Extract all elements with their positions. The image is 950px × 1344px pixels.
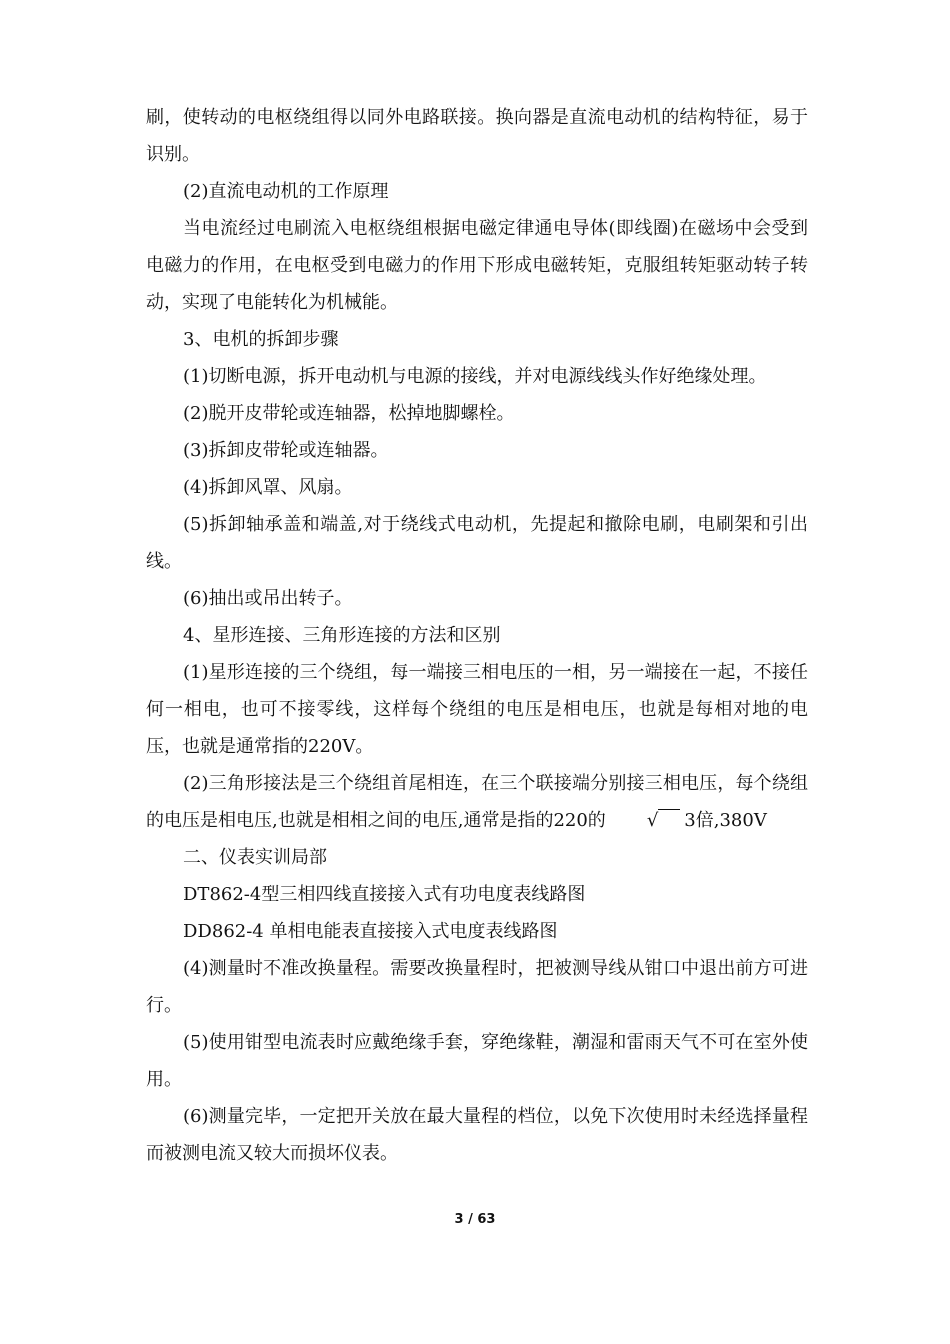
paragraph: 二、仪表实训局部	[183, 847, 327, 868]
sqrt-sign	[606, 802, 684, 839]
paragraph: (1)切断电源，拆开电动机与电源的接线，并对电源线线头作好绝缘处理。	[183, 366, 767, 387]
paragraph: (6)抽出或吊出转子。	[183, 588, 353, 609]
page-number: 3 / 63	[454, 1212, 496, 1227]
sqrt-paragraph-after: 3倍,380V	[684, 810, 767, 831]
paragraph-sqrt	[146, 765, 808, 839]
paragraph: (2)脱开皮带轮或连轴器，松掉地脚螺栓。	[183, 403, 515, 424]
paragraph: 当电流经过电刷流入电枢绕组根据电磁定律通电导体(即线圈)在磁场中会受到电磁力的作用，在电枢受到电磁力的作用下形成电磁转矩，克服组转矩驱动转子转动，实现了电能转化为机械能。	[146, 218, 808, 313]
paragraph-list-after	[146, 839, 808, 1172]
paragraph: 刷，使转动的电枢绕组得以同外电路联接。换向器是直流电动机的结构特征，易于识别。	[146, 107, 808, 165]
paragraph-list	[146, 99, 808, 765]
sqrt-overline	[658, 809, 680, 824]
paragraph: (2)直流电动机的工作原理	[183, 181, 389, 202]
sqrt-symbol: √	[646, 810, 659, 831]
paragraph: (1)星形连接的三个绕组，每一端接三相电压的一相，另一端接在一起，不接任何一相电，也可不接零线，这样每个绕组的电压是相电压，也就是每相对地的电压，也就是通常指的220V。	[146, 662, 808, 757]
paragraph: (5)使用钳型电流表时应戴绝缘手套，穿绝缘鞋，潮湿和雷雨天气不可在室外使用。	[146, 1032, 808, 1090]
paragraph: (6)测量完毕，一定把开关放在最大量程的档位，以免下次使用时未经选择量程而被测电流又较大而损坏仪表。	[146, 1106, 808, 1164]
paragraph: (4)拆卸风罩、风扇。	[183, 477, 353, 498]
paragraph: DD862-4 单相电能表直接接入式电度表线路图	[183, 921, 558, 942]
paragraph: (5)拆卸轴承盖和端盖,对于绕线式电动机，先提起和撤除电刷，电刷架和引出线。	[146, 514, 808, 572]
paragraph: DT862-4型三相四线直接接入式有功电度表线路图	[183, 884, 586, 905]
paragraph: (3)拆卸皮带轮或连轴器。	[183, 440, 389, 461]
paragraph: 4、星形连接、三角形连接的方法和区别	[183, 625, 501, 646]
page-body	[146, 99, 808, 1172]
paragraph: 3、电机的拆卸步骤	[183, 329, 339, 350]
sqrt-paragraph-before: (2)三角形接法是三个绕组首尾相连，在三个联接端分别接三相电压，每个绕组的电压是相电压,也就是相相之间的电压,通常是指的220的	[146, 773, 808, 831]
paragraph: (4)测量时不准改换量程。需要改换量程时，把被测导线从钳口中退出前方可进行。	[146, 958, 808, 1016]
